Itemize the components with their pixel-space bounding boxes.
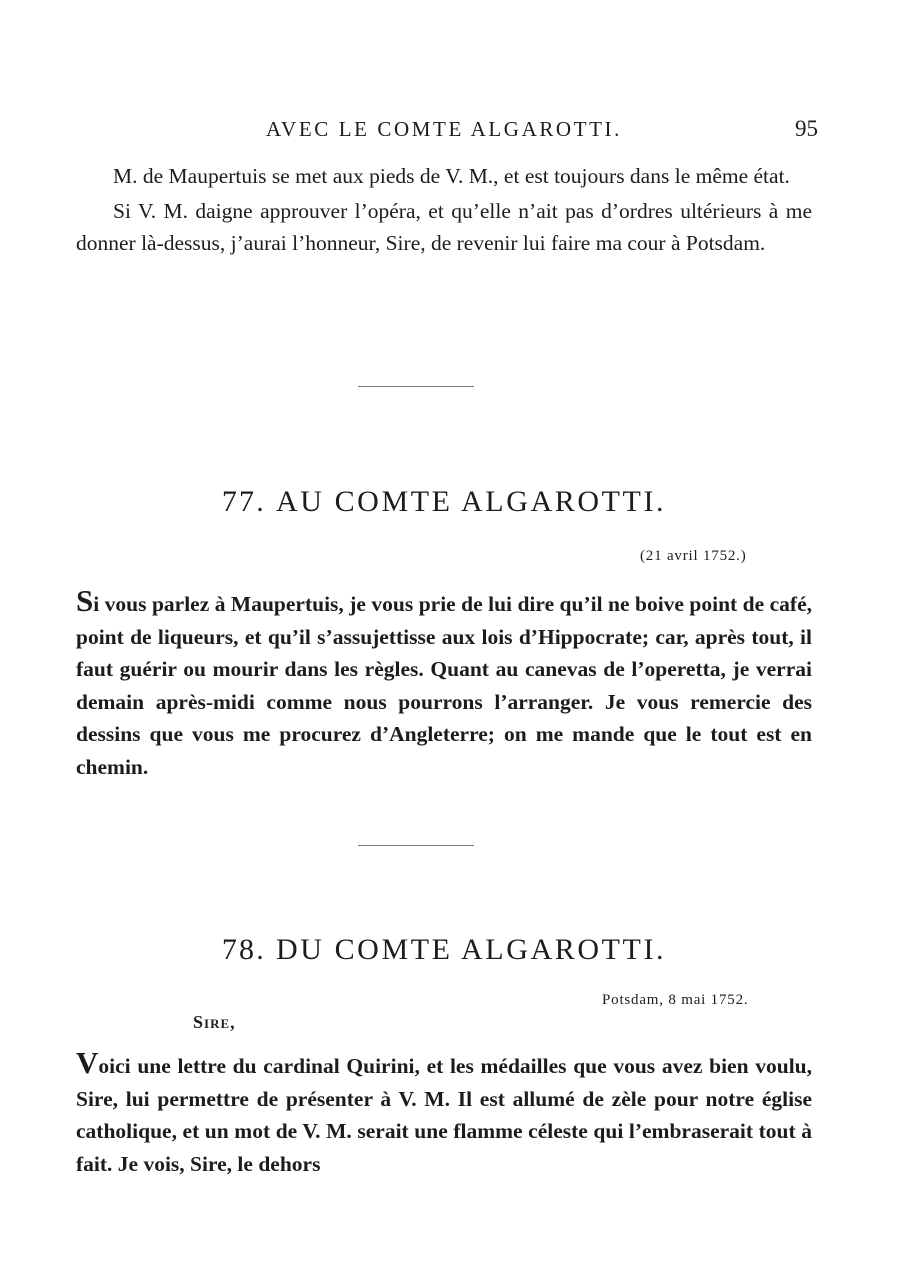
running-head xyxy=(76,114,818,144)
continuation-text xyxy=(76,160,812,260)
letter-77-initial: S xyxy=(76,583,94,618)
letter-77-body xyxy=(76,583,812,783)
letter-78-date: Potsdam, 8 mai 1752. xyxy=(602,992,749,1008)
section-divider-1 xyxy=(358,386,474,387)
letter-78-number: 78. xyxy=(221,933,266,966)
letter-77-number: 77. xyxy=(221,485,266,518)
letter-78-paragraph xyxy=(76,1045,812,1180)
continuation-paragraph-1: M. de Maupertuis se met aux pieds de V. M., et est toujours dans le même état. xyxy=(113,164,790,188)
letter-78-body xyxy=(76,1045,812,1180)
letter-78-initial: V xyxy=(76,1045,99,1080)
letter-77-text: i vous parlez à Maupertuis, je vous prie de lui dire qu’il ne boive point de café, point de liqueurs, et qu’il s’assujettisse aux lois d’Hippocrate; car, après tout, il faut guérir ou mourir dans les règles. Quant au canevas de l’operetta, je verrai demain après-midi comme nous pourrons l’arranger. Je vous remercie des dessins que vous me procurez d’Angleterre; on me mande que le tout est en chemin. xyxy=(76,592,812,779)
letter-77-paragraph xyxy=(76,583,812,783)
letter-78-text: oici une lettre du cardinal Quirini, et les médailles que vous avez bien voulu, Sire, lui permettre de présenter à V. M. Il est allumé de zèle pour notre église catholique, et un mot de V. M. serait une flamme céleste qui l’embraserait tout à fait. Je vois, Sire, le dehors xyxy=(76,1054,812,1176)
continuation-paragraph-2: Si V. M. daigne approuver l’opéra, et qu’elle n’ait pas d’ordres ultérieurs à me donner là-dessus, j’aurai l’honneur, Sire, de revenir lui faire ma cour à Potsdam. xyxy=(76,198,812,255)
letter-77-heading xyxy=(76,482,812,522)
letter-77-title: AU COMTE ALGAROTTI. xyxy=(275,485,667,518)
letter-78-heading xyxy=(76,930,812,970)
page-number: 95 xyxy=(795,116,818,141)
section-divider-2 xyxy=(358,845,474,846)
running-title: AVEC LE COMTE ALGAROTTI. xyxy=(266,117,622,141)
letter-78-title: DU COMTE ALGAROTTI. xyxy=(275,933,667,966)
letter-77-date: (21 avril 1752.) xyxy=(640,548,747,564)
letter-78-salutation: Sire, xyxy=(193,1012,236,1032)
